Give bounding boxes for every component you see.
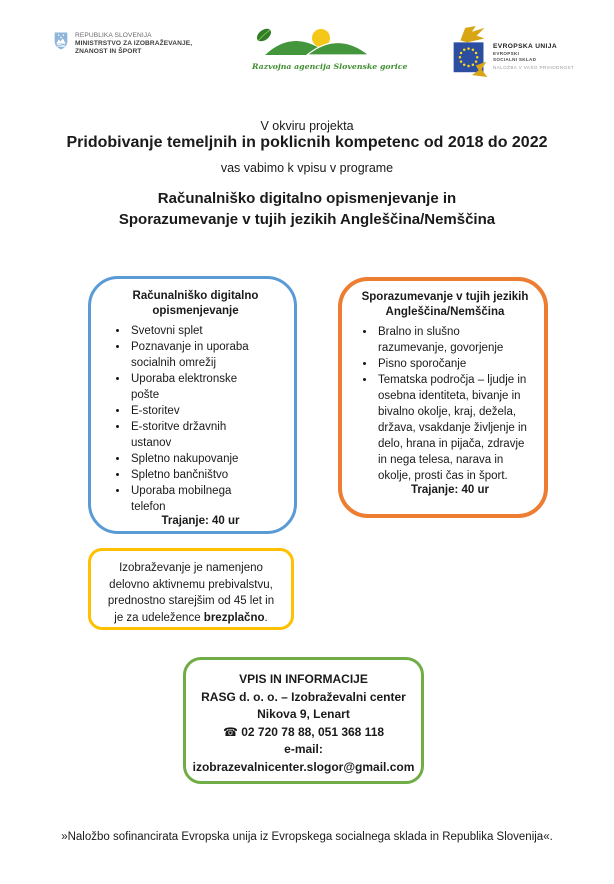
eu-logo-line: SOCIALNI SKLAD	[493, 56, 537, 62]
language-box-duration: Trajanje: 40 ur	[411, 484, 489, 496]
intro-pre-text: V okviru projekta	[260, 119, 354, 133]
rasg-logo	[252, 26, 408, 71]
programs-title-line2: Sporazumevanje v tujih jezikih Angleščina/Nemščina	[118, 211, 496, 228]
language-box-title-line2: Angleščina/Nemščina	[385, 306, 505, 318]
language-program-box	[338, 277, 548, 518]
eu-logo	[452, 26, 574, 78]
computer-box-title-line1: Računalniško digitalno	[132, 290, 259, 302]
list-item: • Poznavanje in uporaba socialnih omrežij	[129, 339, 266, 371]
contact-email-label: e-mail:	[284, 742, 323, 756]
language-box-title-line1: Sporazumevanje v tujih jezikih	[361, 291, 529, 303]
rasg-logo-caption: Razvojna agencija Slovenske gorice	[252, 62, 408, 71]
contact-box	[183, 657, 424, 784]
list-item: • Spletno bančništvo	[129, 467, 266, 483]
programs-title	[0, 188, 614, 230]
computer-box-bullet-list	[105, 323, 266, 515]
contact-title: VPIS IN INFORMACIJE	[239, 672, 368, 686]
target-text-bold: brezplačno	[203, 611, 265, 624]
contact-email: izobrazevalnicenter.slogor@gmail.com	[192, 759, 415, 774]
list-item: • Svetovni splet	[129, 323, 266, 339]
list-item: • E-storitve državnih ustanov	[129, 419, 266, 451]
cofinancing-note: »Naložbo sofinancirata Evropska unija iz Evropskega socialnega sklada in Republika Slovenija«.	[61, 831, 553, 843]
programs-title-line1: Računalniško digitalno opismenjevanje in	[157, 190, 457, 207]
eu-flag-icon	[452, 26, 488, 78]
gov-logo	[54, 32, 192, 56]
contact-address: Nikova 9, Lenart	[257, 707, 350, 721]
eu-logo-text	[493, 26, 574, 70]
computer-program-box	[88, 276, 297, 534]
contact-org: RASG d. o. o. – Izobraževalni center	[201, 689, 406, 704]
intro-post-text: vas vabimo k vpisu v programe	[220, 161, 394, 175]
language-box-title	[352, 290, 538, 320]
project-title: Pridobivanje temeljnih in poklicnih kompetenc od 2018 do 2022	[66, 134, 548, 151]
gov-logo-text	[75, 32, 192, 56]
eu-logo-line: NALOŽBA V VAŠO PRIHODNOST	[493, 64, 575, 70]
gov-logo-line: MINISTRSTVO ZA IZOBRAŽEVANJE,	[75, 40, 193, 47]
list-item: • Uporaba mobilnega telefon	[129, 483, 266, 515]
contact-phone: 02 720 78 88, 051 368 118	[241, 724, 385, 739]
target-audience-box	[88, 548, 294, 630]
list-item: • Bralno in slušno razumevanje, govorjenje	[376, 324, 530, 356]
list-item: • E-storitev	[129, 403, 266, 419]
target-text: Izobraževanje je namenjeno delovno aktivnemu prebivalstvu, prednostno starejšim od 45 let in je za udeležence	[107, 562, 275, 624]
phone-icon: ☎	[222, 724, 238, 739]
computer-box-title-line2: opismenjevanje	[152, 305, 239, 317]
list-item: • Uporaba elektronske pošte	[129, 371, 266, 403]
gov-logo-line: REPUBLIKA SLOVENIJA	[75, 32, 152, 39]
hills-sun-leaf-icon	[255, 26, 373, 56]
computer-box-duration: Trajanje: 40 ur	[161, 515, 240, 527]
target-text-end: .	[264, 611, 268, 624]
list-item: • Spletno nakupovanje	[129, 451, 266, 467]
gov-logo-line: ZNANOST IN ŠPORT	[75, 48, 142, 55]
list-item: • Pisno sporočanje	[376, 356, 530, 372]
computer-box-title	[105, 289, 286, 319]
eu-logo-line: EVROPSKI	[493, 51, 520, 56]
slovenia-coat-of-arms-icon	[54, 32, 68, 50]
list-item: • Tematska področja – ljudje in osebna identiteta, bivanje in bivalno okolje, kraj, dežela, država, vsakdanje življenje in delo, hrana in pijača, zdravje in nega telesa, narava in okolje, prosti čas in šport.	[376, 372, 530, 484]
eu-logo-line: EVROPSKA UNIJA	[493, 43, 557, 50]
language-box-bullet-list	[352, 324, 530, 484]
contact-phone-row	[190, 724, 417, 742]
